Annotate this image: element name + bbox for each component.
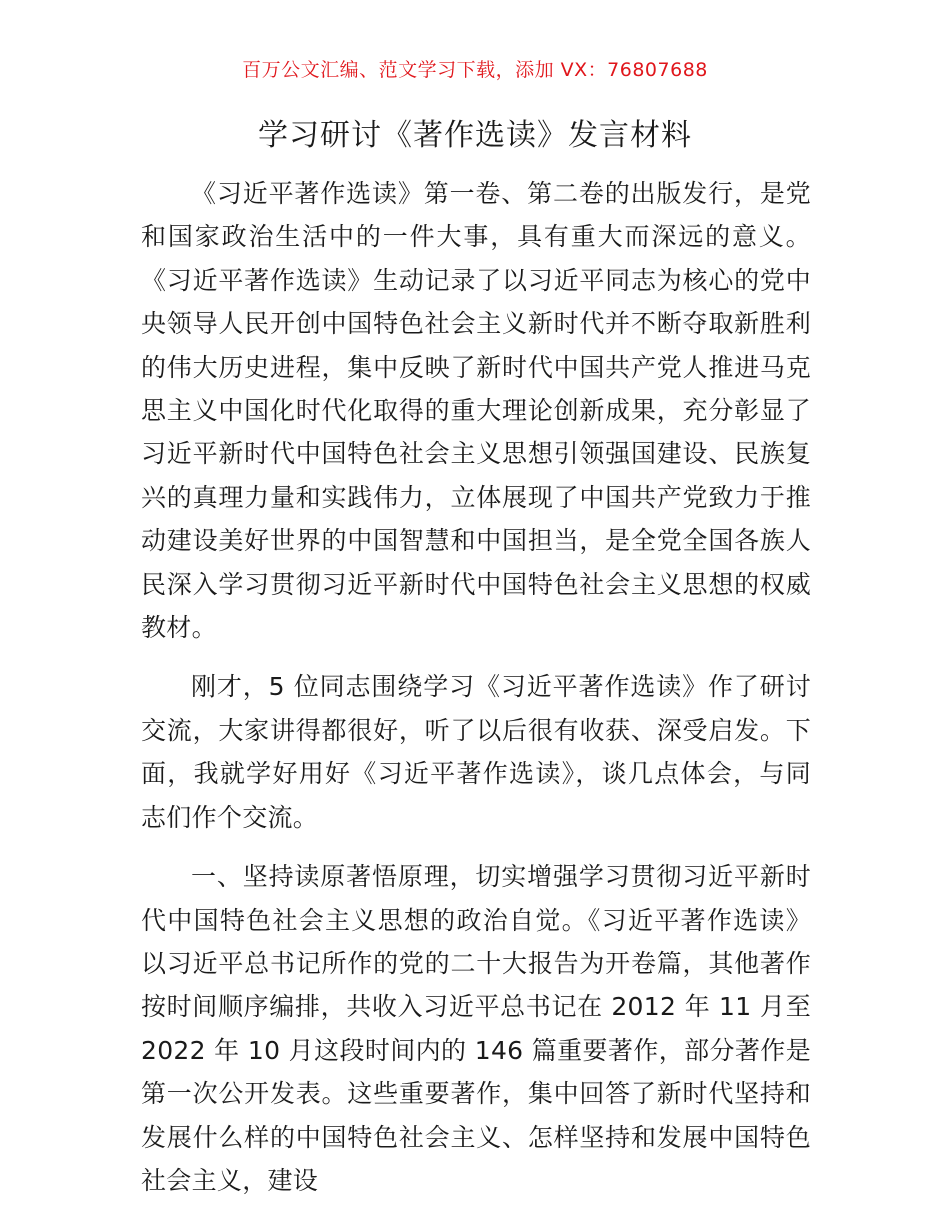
document-body bbox=[141, 172, 811, 1218]
document-title: 学习研讨《著作选读》发言材料 bbox=[258, 118, 692, 153]
paragraph-section-one: 一、坚持读原著悟原理，切实增强学习贯彻习近平新时代中国特色社会主义思想的政治自觉。《习近平著作选读》以习近平总书记所作的党的二十大报告为开卷篇，其他著作按时间顺序编排，共收入习近平总书记在 2012 年 11 月至 2022 年 10 月这段时间内的 146 篇重要著作，部分著作是第一次公开发表。这些重要著作，集中回答了新时代坚持和发展什么样的中国特色社会主义、怎样坚持和发展中国特色社会主义，建设 bbox=[141, 862, 811, 1195]
header-banner: 百万公文汇编、范文学习下载，添加 VX：76807688 bbox=[242, 59, 708, 81]
paragraph-intro: 《习近平著作选读》第一卷、第二卷的出版发行，是党和国家政治生活中的一件大事，具有重大而深远的意义。《习近平著作选读》生动记录了以习近平同志为核心的党中央领导人民开创中国特色社会主义新时代并不断夺取新胜利的伟大历史进程，集中反映了新时代中国共产党人推进马克思主义中国化时代化取得的重大理论创新成果，充分彰显了习近平新时代中国特色社会主义思想引领强国建设、民族复兴的真理力量和实践伟力，立体展现了中国共产党致力于推动建设美好世界的中国智慧和中国担当，是全党全国各族人民深入学习贯彻习近平新时代中国特色社会主义思想的权威教材。 bbox=[141, 179, 811, 643]
paragraph-discussion: 刚才，5 位同志围绕学习《习近平著作选读》作了研讨交流，大家讲得都很好，听了以后很有收获、深受启发。下面，我就学好用好《习近平著作选读》，谈几点体会，与同志们作个交流。 bbox=[141, 672, 811, 832]
